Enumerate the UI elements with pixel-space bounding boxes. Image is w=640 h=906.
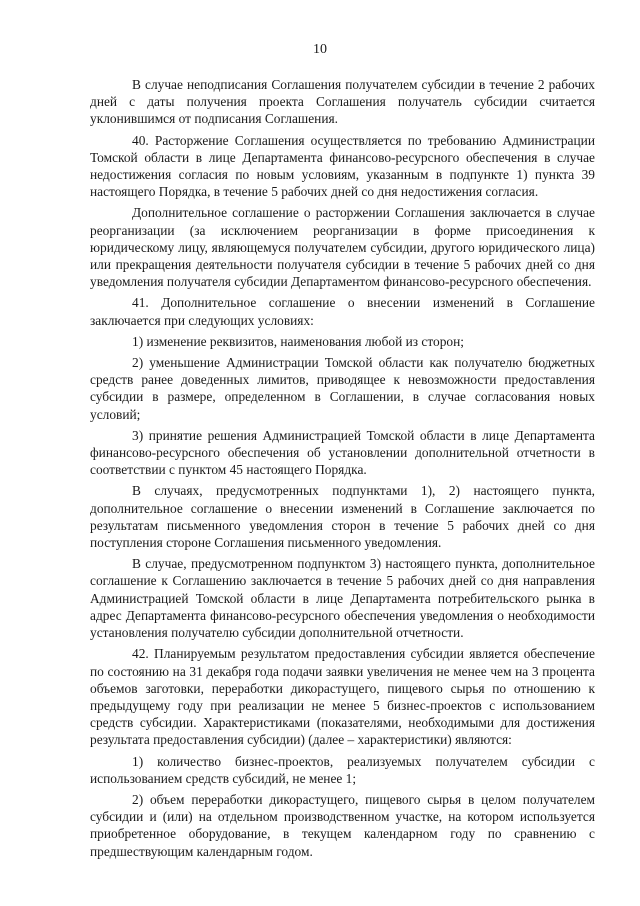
list-item: 3) принятие решения Администрацией Томской области в лице Департамента финансово-ресурсного обеспечения об установлении дополнительной отчетности в соответствии с пунктом 45 настоящего Порядка.: [90, 427, 595, 478]
paragraph: В случаях, предусмотренных подпунктами 1), 2) настоящего пункта, дополнительное соглашение о внесении изменений в Соглашение заключается по результатам письменного уведомления сторон в течение 5 рабочих дней со дня поступления стороне Соглашения письменного уведомления.: [90, 483, 595, 551]
page-number: 10: [313, 42, 327, 57]
paragraph: Дополнительное соглашение о расторжении Соглашения заключается в случае реорганизации (за исключением реорганизации в форме присоединения к юридическому лицу, являющемуся получателем субсидии, другого юридического лица) или прекращения деятельности получателя субсидии в течение 5 рабочих дней со дня уведомления получателя субсидии Департаментом финансово-ресурсного обеспечения.: [90, 205, 595, 290]
paragraph: 40. Расторжение Соглашения осуществляется по требованию Администрации Томской области в лице Департамента финансово-ресурсного обеспечения в случае недостижения согласия по новым условиям, указанным в подпункте 1) пункта 39 настоящего Порядка, в течение 5 рабочих дней со дня недостижения согласия.: [90, 132, 595, 200]
list-item: 2) уменьшение Администрации Томской области как получателю бюджетных средств ранее доведенных лимитов, приводящее к невозможности предоставления субсидии в размере, определенном в Соглашении, в случае согласования новых условий;: [90, 355, 595, 422]
paragraph: В случае, предусмотренном подпунктом 3) настоящего пункта, дополнительное соглашение к Соглашению заключается в течение 5 рабочих дней со дня направления Администрацией Томской области в лице Департамента потребительского рынка в адрес Департамента финансово-ресурсного обеспечения уведомления о необходимости установления получателю субсидии дополнительной отчетности.: [90, 556, 595, 641]
paragraph: 42. Планируемым результатом предоставления субсидии является обеспечение по состоянию на 31 декабря года подачи заявки увеличения не менее чем на 3 процента объемов заготовки, переработки дикорастущего, пищевого сырья по отношению к предыдущему году при реализации не менее 5 бизнес-проектов с использованием средств субсидии. Характеристиками (показателями, необходимыми для достижения результата предоставления субсидии) (далее – характеристики) являются:: [90, 646, 595, 748]
paragraph: 41. Дополнительное соглашение о внесении изменений в Соглашение заключается при следующих условиях:: [90, 295, 595, 328]
list-item: 1) количество бизнес-проектов, реализуемых получателем субсидии с использованием средств субсидий, не менее 1;: [90, 753, 595, 786]
list-item: 2) объем переработки дикорастущего, пищевого сырья в целом получателем субсидии и (или) на отдельном производственном участке, на котором используется приобретенное оборудование, в текущем календарном году по сравнению с предшествующим календарным годом.: [90, 791, 595, 859]
list-item: 1) изменение реквизитов, наименования любой из сторон;: [132, 333, 464, 349]
document-body: [90, 76, 595, 860]
paragraph: В случае неподписания Соглашения получателем субсидии в течение 2 рабочих дней с даты получения проекта Соглашения получатель субсидии считается уклонившимся от подписания Соглашения.: [90, 77, 595, 127]
